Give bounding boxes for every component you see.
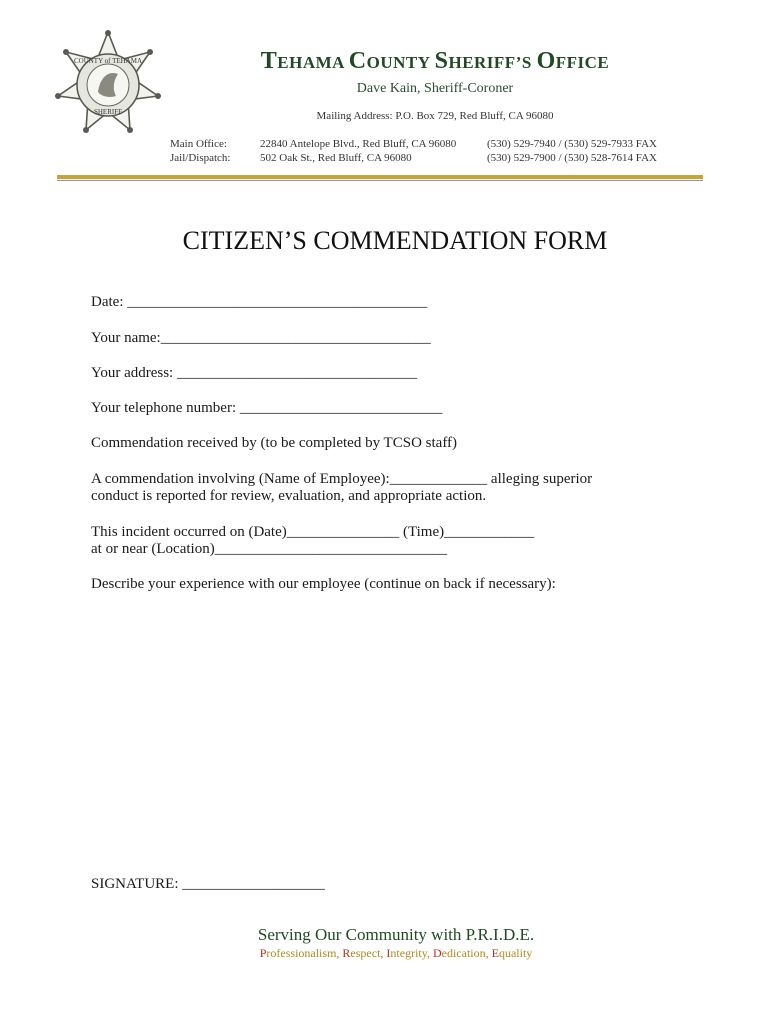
- badge-ring-text: COUNTY of TEHAMA: [73, 57, 143, 65]
- received-by-note: Commendation received by (to be completed by TCSO staff): [91, 435, 458, 451]
- footer-motto: Serving Our Community with P.R.I.D.E.: [257, 925, 535, 944]
- jail-dispatch-address: 502 Oak St., Red Bluff, CA 96080: [260, 152, 412, 164]
- header-divider-grey: [57, 180, 703, 181]
- jail-dispatch-phone: (530) 529-7900 / (530) 528-7614 FAX: [487, 152, 657, 164]
- main-office-address: 22840 Antelope Blvd., Red Bluff, CA 96080: [260, 138, 457, 150]
- main-office-phone: (530) 529-7940 / (530) 529-7933 FAX: [487, 138, 657, 150]
- address-field[interactable]: Your address: ________________________________: [91, 365, 417, 381]
- incident-date-time-field[interactable]: This incident occurred on (Date)_______________ (Time)____________: [91, 524, 535, 540]
- header-divider-gold: [57, 175, 703, 179]
- sheriff-badge-logo: [50, 30, 166, 140]
- involving-text: conduct is reported for review, evaluation, and appropriate action.: [91, 488, 487, 504]
- mailing-address: Mailing Address: P.O. Box 729, Red Bluff, CA 96080: [316, 110, 554, 122]
- main-office-label: Main Office:: [170, 138, 227, 150]
- describe-prompt: Describe your experience with our employee (continue on back if necessary):: [91, 576, 556, 592]
- badge-bottom-text: SHERIFF: [93, 108, 123, 116]
- office-name: TEHAMA COUNTY SHERIFF’S OFFICE: [260, 48, 610, 74]
- telephone-field[interactable]: Your telephone number: ___________________________: [91, 400, 443, 416]
- date-field[interactable]: Date: ________________________________________: [91, 294, 428, 310]
- signature-field[interactable]: SIGNATURE: ___________________: [91, 876, 325, 892]
- form-title: CITIZEN’S COMMENDATION FORM: [182, 226, 608, 255]
- employee-name-field[interactable]: A commendation involving (Name of Employee):_____________ alleging superior: [91, 471, 593, 487]
- jail-dispatch-label: Jail/Dispatch:: [170, 152, 231, 164]
- name-field[interactable]: Your name:____________________________________: [91, 330, 431, 346]
- incident-location-field[interactable]: at or near (Location)_______________________________: [91, 541, 448, 557]
- footer-values: Professionalism, Respect, Integrity, Dedication, Equality: [259, 946, 533, 960]
- sheriff-name: Dave Kain, Sheriff-Coroner: [356, 81, 514, 96]
